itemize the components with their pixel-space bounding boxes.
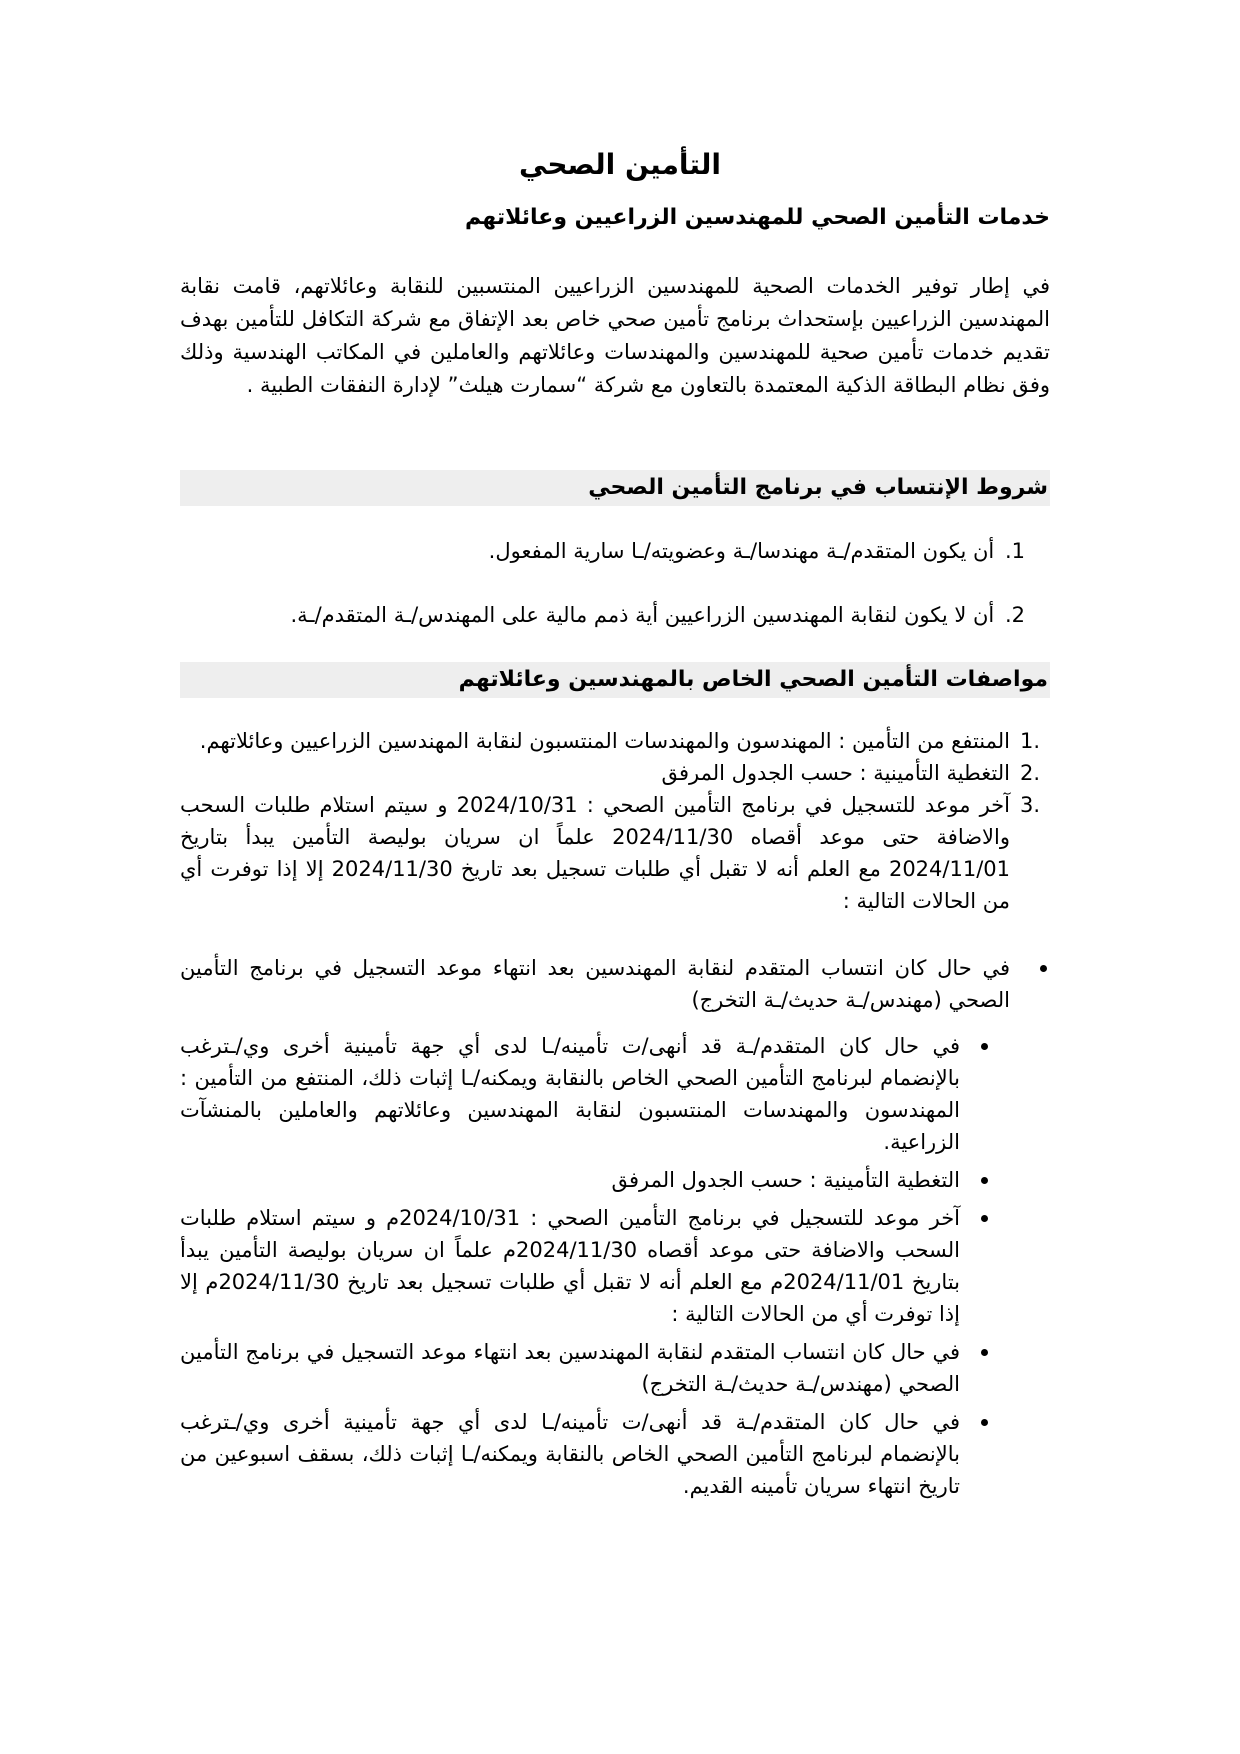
bullet-dot-icon — [981, 1043, 988, 1050]
document-subtitle: خدمات التأمين الصحي للمهندسين الزراعيين وعائلاتهم — [465, 205, 1050, 230]
bullet-list-primary — [180, 952, 1050, 1016]
bullet-text: التغطية التأمينية : حسب الجدول المرفق — [611, 1168, 960, 1192]
bullet-text: في حال كان انتساب المتقدم لنقابة المهندسين بعد انتهاء موعد التسجيل في برنامج التأمين الصحي (مهندس/ـة حديث/ـة التخرج) — [180, 956, 1010, 1012]
condition-text: أن يكون المتقدم/ـة مهندسا/ـة وعضويته/ـا سارية المفعول. — [488, 539, 995, 563]
section-heading-specs — [180, 662, 1050, 698]
condition-number: 1. — [1004, 539, 1025, 563]
bullet-item — [180, 1202, 1050, 1330]
condition-item — [185, 536, 1025, 566]
bullet-item — [180, 952, 1050, 1016]
document-title: التأمين الصحي — [519, 148, 721, 181]
spec-number: 3. — [1020, 793, 1041, 817]
condition-number: 2. — [1004, 603, 1025, 627]
bullet-item — [180, 1336, 1050, 1400]
condition-text: أن لا يكون لنقابة المهندسين الزراعيين أية ذمم مالية على المهندس/ـة المتقدم/ـة. — [290, 603, 995, 627]
bullet-text: في حال كان انتساب المتقدم لنقابة المهندسين بعد انتهاء موعد التسجيل في برنامج التأمين الصحي (مهندس/ـة حديث/ـة التخرج) — [180, 1340, 960, 1396]
spec-item — [180, 725, 1050, 757]
bullet-text: في حال كان المتقدم/ـة قد أنهى/ت تأمينه/ـا لدى أي جهة تأمينية أخرى وي/ـترغب بالإنضمام لبرنامج التأمين الصحي الخاص بالنقابة ويمكنه/ـا إثبات ذلك، المنتفع من التأمين : المهندسون والمهندسات المنتسبون لنقابة المهندسين وعائلاتهم والعاملين بالمنشآت الزراعية. — [180, 1034, 960, 1154]
bullet-text: آخر موعد للتسجيل في برنامج التأمين الصحي : 2024/10/31م و سيتم استلام طلبات السحب والاضافة حتى موعد أقصاه 2024/11/30م علماً ان سريان بوليصة التأمين يبدأ بتاريخ 2024/11/01م مع العلم أنه لا تقبل أي طلبات تسجيل بعد تاريخ 2024/11/30م إلا إذا توفرت أي من الحالات التالية : — [180, 1206, 961, 1326]
bullet-dot-icon — [981, 1349, 988, 1356]
section-heading-text: شروط الإنتساب في برنامج التأمين الصحي — [588, 475, 1048, 500]
section-heading-text: مواصفات التأمين الصحي الخاص بالمهندسين وعائلاتهم — [458, 667, 1048, 692]
condition-item — [185, 600, 1025, 630]
bullet-item — [180, 1164, 1050, 1196]
spec-number: 2. — [1020, 761, 1041, 785]
spec-text: المنتفع من التأمين : المهندسون والمهندسات المنتسبون لنقابة المهندسين الزراعيين وعائلاتهم. — [199, 729, 1010, 753]
bullet-text: في حال كان المتقدم/ـة قد أنهى/ت تأمينه/ـا لدى أي جهة تأمينية أخرى وي/ـترغب بالإنضمام لبرنامج التأمين الصحي الخاص بالنقابة ويمكنه/ـا إثبات ذلك، بسقف اسبوعين من تاريخ انتهاء سريان تأمينه القديم. — [180, 1410, 960, 1498]
spec-text: التغطية التأمينية : حسب الجدول المرفق — [661, 761, 1010, 785]
bullet-dot-icon — [981, 1177, 988, 1184]
bullet-item — [180, 1406, 1050, 1502]
spec-number: 1. — [1020, 729, 1041, 753]
bullet-dot-icon — [981, 1419, 988, 1426]
spec-text: آخر موعد للتسجيل في برنامج التأمين الصحي : 2024/10/31 و سيتم استلام طلبات السحب والاضافة حتى موعد أقصاه 2024/11/30 علماً ان سريان بوليصة التأمين يبدأ بتاريخ 2024/11/01 مع العلم أنه لا تقبل أي طلبات تسجيل بعد تاريخ 2024/11/30 إلا إذا توفرت أي من الحالات التالية : — [180, 793, 1011, 913]
bullet-dot-icon — [981, 1215, 988, 1222]
specs-list — [180, 725, 1050, 917]
intro-paragraph: في إطار توفير الخدمات الصحية للمهندسين الزراعيين المنتسبين للنقابة وعائلاتهم، قامت نقابة المهندسين الزراعيين بإستحداث برنامج تأمين صحي خاص بعد الإتفاق مع شركة التكافل للتأمين بهدف تقديم خدمات تأمين صحية للمهندسين والمهندسات وعائلاتهم والعاملين في المكاتب الهندسية وذلك وفق نظام البطاقة الذكية المعتمدة بالتعاون مع شركة “سمارت هيلث” لإدارة النفقات الطبية . — [180, 274, 1050, 397]
spec-item — [180, 789, 1050, 917]
section-heading-conditions — [180, 470, 1050, 506]
bullet-item — [180, 1030, 1050, 1158]
bullet-dot-icon — [1040, 965, 1047, 972]
bullet-list-secondary — [180, 1030, 1050, 1508]
spec-item — [180, 757, 1050, 789]
